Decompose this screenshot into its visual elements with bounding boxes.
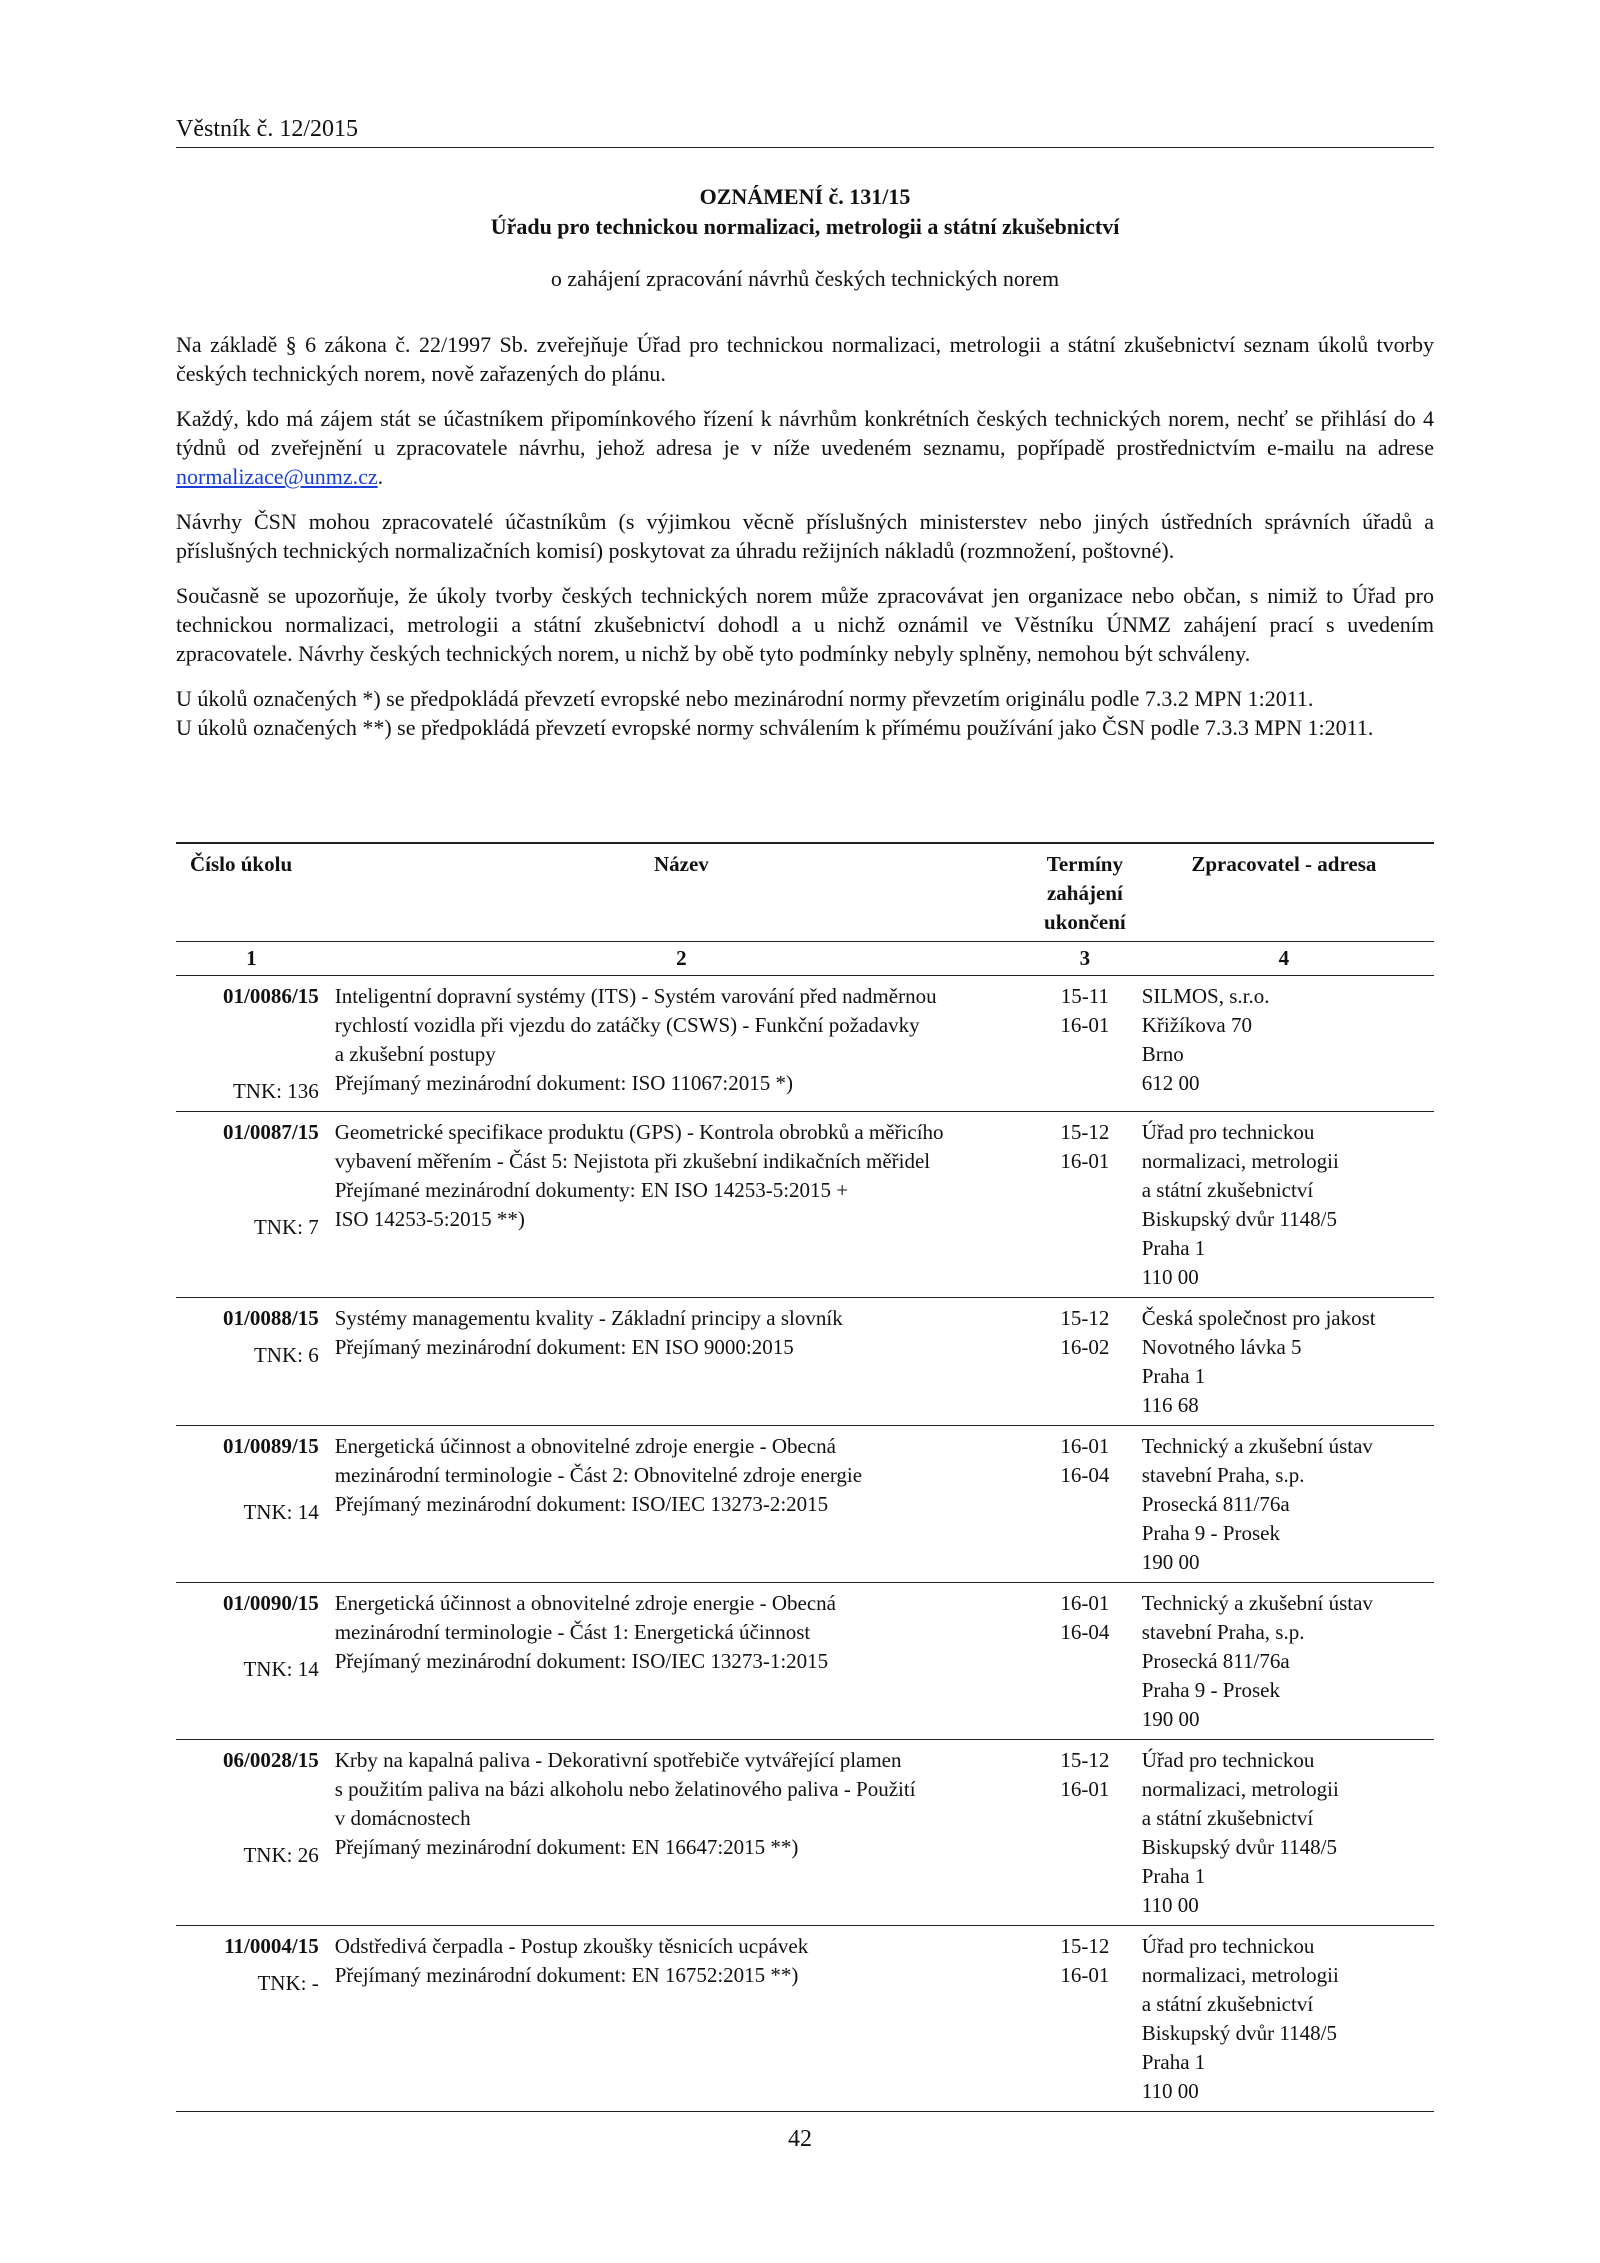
paragraph-legal-basis: Na základě § 6 zákona č. 22/1997 Sb. zveřejňuje Úřad pro technickou normalizaci, metrologii a státní zkušebnictví seznam úkolů tvorby českých technických norem, nově zařazených do plánu. <box>176 332 1434 386</box>
task-name-cell <box>327 1298 1036 1426</box>
processor-address-line: a státní zkušebnictví <box>1141 1806 1314 1830</box>
task-date-end: 16-02 <box>1060 1335 1110 1359</box>
processor-address-line: Úřad pro technickou <box>1141 1120 1315 1144</box>
task-id-cell <box>176 1926 327 2112</box>
task-name-line: s použitím paliva na bázi alkoholu nebo želatinového paliva - Použití <box>334 1777 916 1801</box>
committee-tnk: TNK: 6 <box>253 1343 319 1367</box>
processor-address-line: 190 00 <box>1141 1550 1200 1574</box>
processor-address-line: Praha 1 <box>1141 1364 1206 1388</box>
announcement-body <box>176 330 1434 742</box>
processor-address-line: 110 00 <box>1141 2079 1199 2103</box>
task-dates-cell <box>1036 1426 1134 1583</box>
adoption-note-2: U úkolů označených **) se předpokládá převzetí evropské normy schválením k přímému používání jako ČSN podle 7.3.3 MPN 1:2011. <box>176 715 1374 740</box>
processor-address-line: Biskupský dvůr 1148/5 <box>1141 2021 1337 2045</box>
task-name-line: Přejímaný mezinárodní dokument: EN ISO 9000:2015 <box>334 1335 794 1359</box>
paragraph-adoption <box>176 684 1434 742</box>
task-name-line: Přejímaný mezinárodní dokument: ISO/IEC 13273-1:2015 <box>334 1649 829 1673</box>
processor-address-line: Brno <box>1141 1042 1184 1066</box>
processor-address-line: 110 00 <box>1141 1265 1199 1289</box>
header-dates-line2: zahájení <box>1046 881 1123 905</box>
processor-address-line: Biskupský dvůr 1148/5 <box>1141 1835 1337 1859</box>
task-name-cell <box>327 1112 1036 1298</box>
task-number: 01/0087/15 <box>223 1120 319 1144</box>
task-name-line: Přejímané mezinárodní dokumenty: EN ISO 14253-5:2015 + <box>334 1178 849 1202</box>
page-number: 42 <box>788 2126 812 2152</box>
processor-address-line: Biskupský dvůr 1148/5 <box>1141 1207 1337 1231</box>
task-name-line: Krby na kapalná paliva - Dekorativní spotřebiče vytvářející plamen <box>334 1748 902 1772</box>
page-header <box>176 113 1434 148</box>
column-number: 4 <box>1134 942 1434 976</box>
task-name-line: Geometrické specifikace produktu (GPS) - Kontrola obrobků a měřicího <box>334 1120 944 1144</box>
issuing-office: Úřadu pro technickou normalizaci, metrologii a státní zkušebnictví <box>490 214 1120 239</box>
task-dates-cell <box>1036 1583 1134 1740</box>
task-name-cell <box>327 1926 1036 2112</box>
processor-address-line: Úřad pro technickou <box>1141 1934 1315 1958</box>
task-name-line: Přejímaný mezinárodní dokument: EN 16752:2015 **) <box>334 1963 799 1987</box>
table-body <box>176 976 1434 2112</box>
task-dates-cell <box>1036 976 1134 1112</box>
table-header-row <box>176 843 1434 942</box>
committee-tnk: TNK: 26 <box>243 1843 319 1867</box>
committee-tnk: TNK: 14 <box>243 1657 319 1681</box>
task-date-start: 16-01 <box>1060 1434 1110 1458</box>
committee-tnk: TNK: 14 <box>243 1500 319 1524</box>
table-row <box>176 1583 1434 1740</box>
task-date-end: 16-01 <box>1060 1149 1110 1173</box>
task-name-line: mezinárodní terminologie - Část 1: Energetická účinnost <box>334 1620 811 1644</box>
table-row <box>176 1112 1434 1298</box>
task-processor-cell <box>1134 1926 1434 2112</box>
task-name-line: Přejímaný mezinárodní dokument: ISO 11067:2015 *) <box>334 1071 793 1095</box>
task-name-cell <box>327 976 1036 1112</box>
committee-tnk: TNK: - <box>257 1971 319 1995</box>
processor-address-line: Praha 9 - Prosek <box>1141 1678 1280 1702</box>
processor-address-line: Praha 1 <box>1141 2050 1206 2074</box>
task-processor-cell <box>1134 1112 1434 1298</box>
task-id-cell <box>176 1298 327 1426</box>
paragraph-participation <box>176 404 1434 491</box>
journal-title: Věstník č. 12/2015 <box>176 116 358 142</box>
task-id-cell <box>176 1583 327 1740</box>
task-processor-cell <box>1134 1298 1434 1426</box>
task-processor-cell <box>1134 976 1434 1112</box>
processor-address-line: normalizaci, metrologii <box>1141 1149 1339 1173</box>
task-name-line: Přejímaný mezinárodní dokument: ISO/IEC 13273-2:2015 <box>334 1492 829 1516</box>
table-row <box>176 1740 1434 1926</box>
email-link[interactable]: normalizace@unmz.cz <box>176 464 378 489</box>
column-number: 3 <box>1036 942 1134 976</box>
processor-address-line: normalizaci, metrologii <box>1141 1963 1339 1987</box>
header-name: Název <box>327 843 1036 942</box>
paragraph-participation-end: . <box>377 464 384 489</box>
task-processor-cell <box>1134 1426 1434 1583</box>
task-date-end: 16-01 <box>1060 1013 1110 1037</box>
column-number: 1 <box>176 942 327 976</box>
processor-address-line: a státní zkušebnictví <box>1141 1178 1314 1202</box>
processor-address-line: Technický a zkušební ústav <box>1141 1434 1373 1458</box>
paragraph-fees: Návrhy ČSN mohou zpracovatelé účastníkům (s výjimkou věcně příslušných ministerstev nebo jiných ústředních správních úřadů a příslušných technických normalizačních komisí) poskytovat za úhradu režijních nákladů (rozmnožení, poštovné). <box>176 509 1434 563</box>
task-date-start: 15-12 <box>1060 1748 1110 1772</box>
task-name-cell <box>327 1426 1036 1583</box>
task-date-start: 15-12 <box>1060 1306 1110 1330</box>
processor-address-line: 612 00 <box>1141 1071 1200 1095</box>
processor-address-line: Úřad pro technickou <box>1141 1748 1315 1772</box>
task-number: 01/0090/15 <box>223 1591 319 1615</box>
paragraph-participation-text: Každý, kdo má zájem stát se účastníkem připomínkového řízení k návrhům konkrétních českých technických norem, nechť se přihlásí do 4 týdnů od zveřejnění u zpracovatele návrhu, jehož adresa je v níže uvedeném seznamu, popřípadě prostřednictvím e-mailu na adrese <box>176 406 1434 460</box>
task-name-line: vybavení měřením - Část 5: Nejistota při zkušební indikačních měřidel <box>334 1149 931 1173</box>
task-name-line: v domácnostech <box>334 1806 471 1830</box>
processor-address-line: Novotného lávka 5 <box>1141 1335 1302 1359</box>
header-dates-line1: Termíny <box>1046 852 1123 876</box>
task-number: 01/0089/15 <box>223 1434 319 1458</box>
task-id-cell <box>176 1112 327 1298</box>
task-id-cell <box>176 1740 327 1926</box>
announcement-title-block <box>176 182 1434 294</box>
task-number: 06/0028/15 <box>223 1748 319 1772</box>
table-row <box>176 1426 1434 1583</box>
table-row <box>176 1926 1434 2112</box>
task-name-line: Energetická účinnost a obnovitelné zdroje energie - Obecná <box>334 1591 836 1615</box>
header-processor: Zpracovatel - adresa <box>1134 843 1434 942</box>
task-date-start: 15-12 <box>1060 1934 1110 1958</box>
table-column-numbers <box>176 942 1434 976</box>
announcement-heading: OZNÁMENÍ č. 131/15 <box>699 184 911 209</box>
task-name-line: Odstředivá čerpadla - Postup zkoušky těsnicích ucpávek <box>334 1934 809 1958</box>
table-row <box>176 976 1434 1112</box>
task-id-cell <box>176 1426 327 1583</box>
processor-address-line: 110 00 <box>1141 1893 1199 1917</box>
paragraph-processors: Současně se upozorňuje, že úkoly tvorby českých technických norem může zpracovávat jen organizace nebo občan, s nimiž to Úřad pro technickou normalizaci, metrologii a státní zkušebnictví dohodl a u nichž oznámil ve Věstníku ÚNMZ zahájení prací s uvedením zpracovatele. Návrhy českých technických norem, u nichž by obě tyto podmínky nebyly splněny, nemohou být schváleny. <box>176 583 1434 666</box>
task-name-line: rychlostí vozidla při vjezdu do zatáčky (CSWS) - Funkční požadavky <box>334 1013 920 1037</box>
processor-address-line: a státní zkušebnictví <box>1141 1992 1314 2016</box>
task-dates-cell <box>1036 1926 1134 2112</box>
task-date-end: 16-01 <box>1060 1777 1110 1801</box>
processor-address-line: Křižíkova 70 <box>1141 1013 1252 1037</box>
processor-address-line: Praha 1 <box>1141 1864 1206 1888</box>
processor-address-line: Praha 1 <box>1141 1236 1206 1260</box>
header-dates <box>1036 843 1134 942</box>
task-processor-cell <box>1134 1583 1434 1740</box>
task-name-cell <box>327 1740 1036 1926</box>
processor-address-line: stavební Praha, s.p. <box>1141 1620 1305 1644</box>
task-dates-cell <box>1036 1740 1134 1926</box>
processor-address-line: 116 68 <box>1141 1393 1199 1417</box>
task-name-line: a zkušební postupy <box>334 1042 496 1066</box>
task-name-line: Inteligentní dopravní systémy (ITS) - Systém varování před nadměrnou <box>334 984 937 1008</box>
task-date-end: 16-01 <box>1060 1963 1110 1987</box>
task-date-start: 15-12 <box>1060 1120 1110 1144</box>
processor-address-line: 190 00 <box>1141 1707 1200 1731</box>
task-date-start: 15-11 <box>1060 984 1109 1008</box>
task-id-cell <box>176 976 327 1112</box>
task-dates-cell <box>1036 1112 1134 1298</box>
adoption-note-1: U úkolů označených *) se předpokládá převzetí evropské nebo mezinárodní normy převzetím originálu podle 7.3.2 MPN 1:2011. <box>176 686 1314 711</box>
task-name-line: mezinárodní terminologie - Část 2: Obnovitelné zdroje energie <box>334 1463 863 1487</box>
task-name-line: Energetická účinnost a obnovitelné zdroje energie - Obecná <box>334 1434 836 1458</box>
table-row <box>176 1298 1434 1426</box>
processor-address-line: Prosecká 811/76a <box>1141 1492 1290 1516</box>
processor-address-line: Praha 9 - Prosek <box>1141 1521 1280 1545</box>
task-dates-cell <box>1036 1298 1134 1426</box>
tasks-table <box>176 842 1434 2112</box>
task-name-line: Systémy managementu kvality - Základní principy a slovník <box>334 1306 843 1330</box>
committee-tnk: TNK: 136 <box>232 1079 319 1103</box>
task-date-end: 16-04 <box>1060 1620 1110 1644</box>
task-name-line: Přejímaný mezinárodní dokument: EN 16647:2015 **) <box>334 1835 799 1859</box>
header-dates-line3: ukončení <box>1044 910 1126 934</box>
processor-address-line: SILMOS, s.r.o. <box>1141 984 1270 1008</box>
processor-address-line: stavební Praha, s.p. <box>1141 1463 1305 1487</box>
task-number: 11/0004/15 <box>224 1934 319 1958</box>
task-name-cell <box>327 1583 1036 1740</box>
processor-address-line: Česká společnost pro jakost <box>1141 1306 1376 1330</box>
header-task-number: Číslo úkolu <box>176 843 327 942</box>
processor-address-line: Prosecká 811/76a <box>1141 1649 1290 1673</box>
task-processor-cell <box>1134 1740 1434 1926</box>
committee-tnk: TNK: 7 <box>253 1215 319 1239</box>
task-number: 01/0088/15 <box>223 1306 319 1330</box>
task-date-start: 16-01 <box>1060 1591 1110 1615</box>
task-name-line: ISO 14253-5:2015 **) <box>334 1207 525 1231</box>
task-number: 01/0086/15 <box>223 984 319 1008</box>
processor-address-line: normalizaci, metrologii <box>1141 1777 1339 1801</box>
announcement-subject: o zahájení zpracování návrhů českých technických norem <box>550 266 1060 291</box>
processor-address-line: Technický a zkušební ústav <box>1141 1591 1373 1615</box>
task-date-end: 16-04 <box>1060 1463 1110 1487</box>
column-number: 2 <box>327 942 1036 976</box>
